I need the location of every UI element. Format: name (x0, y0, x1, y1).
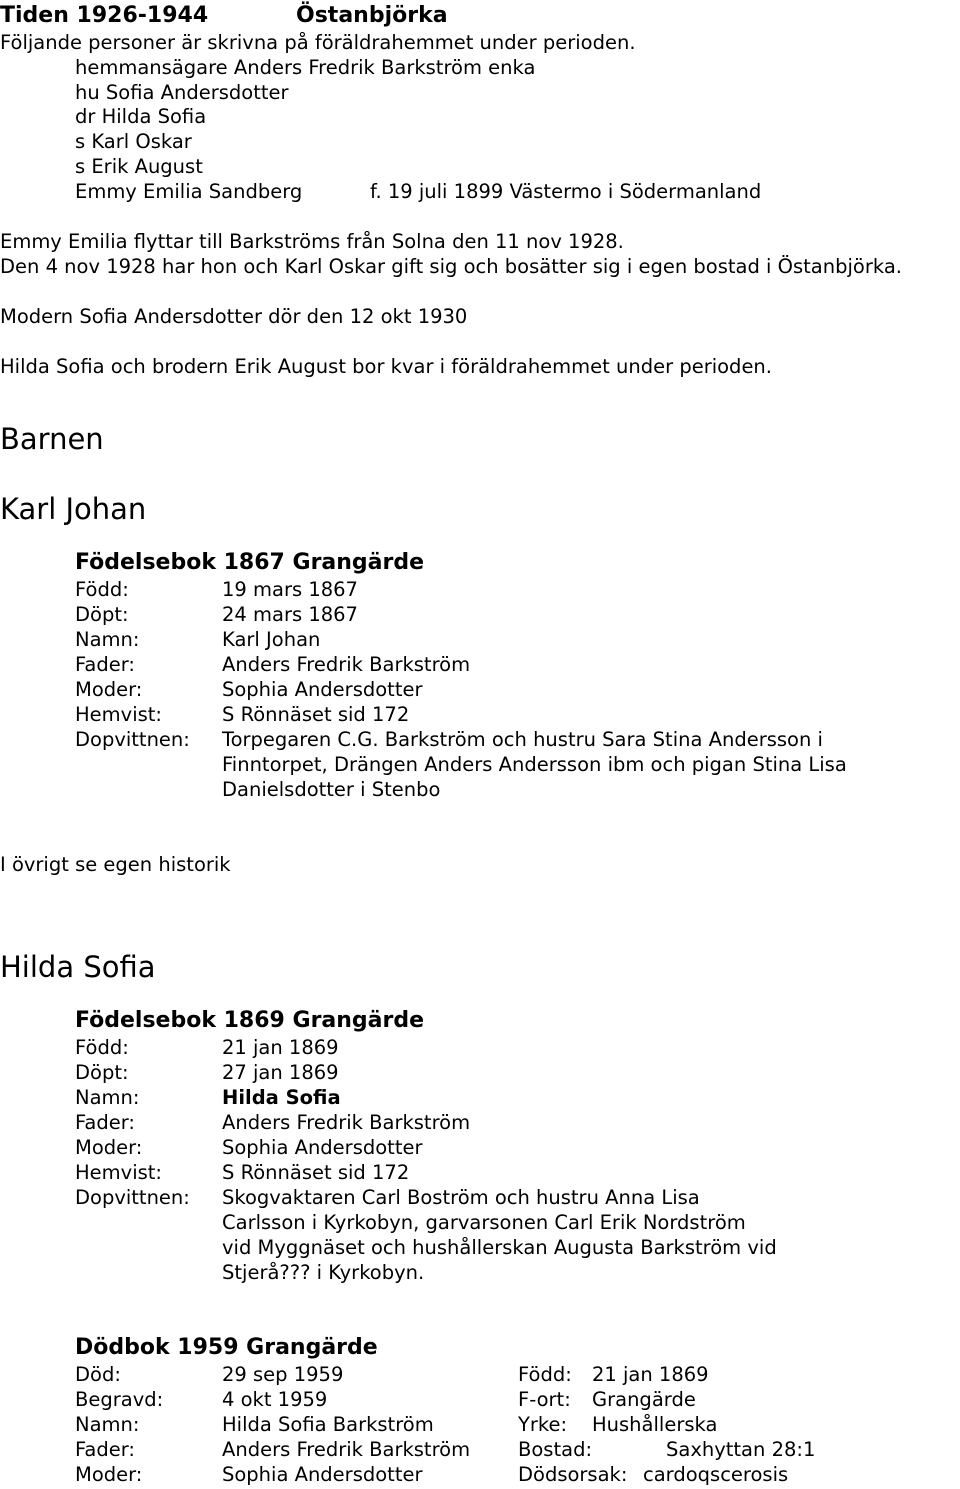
death-label: Moder: (75, 1463, 143, 1486)
person-list-item: hu Sofia Andersdotter (75, 81, 289, 104)
death-value: 4 okt 1959 (222, 1388, 328, 1411)
death-label: Född: (518, 1363, 572, 1386)
record-label: Född: (75, 578, 129, 601)
child-name-heading: Hilda Sofia (0, 950, 156, 984)
person-list-item: s Karl Oskar (75, 130, 192, 153)
death-label: Fader: (75, 1438, 135, 1461)
death-label: Namn: (75, 1413, 140, 1436)
godparents-line: Danielsdotter i Stenbo (222, 778, 441, 801)
record-label: Namn: (75, 628, 140, 651)
godparents-line: Stjerå??? i Kyrkobyn. (222, 1261, 425, 1284)
death-value: cardoqscerosis (643, 1463, 789, 1486)
record-label: Fader: (75, 653, 135, 676)
record-label: Fader: (75, 1111, 135, 1134)
record-label: Hemvist: (75, 703, 162, 726)
intro-text: Följande personer är skrivna på föräldrahemmet under perioden. (0, 31, 636, 54)
record-label: Hemvist: (75, 1161, 162, 1184)
death-value: Grangärde (592, 1388, 696, 1411)
history-note: I övrigt se egen historik (0, 853, 231, 876)
record-value: Sophia Andersdotter (222, 678, 423, 701)
event-line: Emmy Emilia flyttar till Barkströms från Solna den 11 nov 1928. (0, 230, 624, 253)
record-value: S Rönnäset sid 172 (222, 703, 410, 726)
record-label: Döpt: (75, 1061, 129, 1084)
death-value: Hushållerska (592, 1413, 718, 1436)
emmy-birth-note: f. 19 juli 1899 Västermo i Södermanland (370, 180, 762, 203)
record-label: Född: (75, 1036, 129, 1059)
record-value: Anders Fredrik Barkström (222, 653, 471, 676)
death-value: 29 sep 1959 (222, 1363, 344, 1386)
record-value: 21 jan 1869 (222, 1036, 339, 1059)
death-label: Dödsorsak: (518, 1463, 628, 1486)
child-name-heading: Karl Johan (0, 492, 147, 526)
record-value: 19 mars 1867 (222, 578, 358, 601)
record-label: Döpt: (75, 603, 129, 626)
death-value: Saxhyttan 28:1 (666, 1438, 816, 1461)
record-label: Moder: (75, 1136, 143, 1159)
record-value: Sophia Andersdotter (222, 1136, 423, 1159)
record-value: Anders Fredrik Barkström (222, 1111, 471, 1134)
record-value: 24 mars 1867 (222, 603, 358, 626)
record-label: Dopvittnen: (75, 728, 190, 751)
record-label: Namn: (75, 1086, 140, 1109)
godparents-line: Skogvaktaren Carl Boström och hustru Anna Lisa (222, 1186, 700, 1209)
record-value: S Rönnäset sid 172 (222, 1161, 410, 1184)
event-line: Hilda Sofia och brodern Erik August bor kvar i föräldrahemmet under perioden. (0, 355, 772, 378)
record-title: Födelsebok 1869 Grangärde (75, 1008, 425, 1033)
death-label: Bostad: (518, 1438, 593, 1461)
death-value: 21 jan 1869 (592, 1363, 709, 1386)
death-label: Begravd: (75, 1388, 164, 1411)
death-value: Hilda Sofia Barkström (222, 1413, 434, 1436)
godparents-line: Torpegaren C.G. Barkström och hustru Sara Stina Andersson i (222, 728, 823, 751)
record-label: Moder: (75, 678, 143, 701)
death-value: Anders Fredrik Barkström (222, 1438, 471, 1461)
godparents-line: vid Myggnäset och hushållerskan Augusta Barkström vid (222, 1236, 777, 1259)
person-list-item: s Erik August (75, 155, 203, 178)
death-value: Sophia Andersdotter (222, 1463, 423, 1486)
barnen-heading: Barnen (0, 422, 104, 456)
event-line: Modern Sofia Andersdotter dör den 12 okt 1930 (0, 305, 468, 328)
godparents-line: Carlsson i Kyrkobyn, garvarsonen Carl Erik Nordström (222, 1211, 746, 1234)
event-line: Den 4 nov 1928 har hon och Karl Oskar gift sig och bosätter sig i egen bostad i Östanbjörka. (0, 255, 902, 278)
period-title: Tiden 1926-1944 (0, 3, 209, 28)
person-list-item: hemmansägare Anders Fredrik Barkström enka (75, 56, 536, 79)
record-title: Födelsebok 1867 Grangärde (75, 550, 425, 575)
person-list-item: dr Hilda Sofia (75, 105, 207, 128)
place-title: Östanbjörka (296, 3, 448, 28)
record-value: Karl Johan (222, 628, 321, 651)
record-label: Dopvittnen: (75, 1186, 190, 1209)
death-label: F-ort: (518, 1388, 571, 1411)
record-value: Hilda Sofia (222, 1086, 341, 1109)
godparents-line: Finntorpet, Drängen Anders Andersson ibm och pigan Stina Lisa (222, 753, 847, 776)
death-label: Död: (75, 1363, 121, 1386)
record-value: 27 jan 1869 (222, 1061, 339, 1084)
person-list-item: Emmy Emilia Sandberg (75, 180, 303, 203)
death-record-title: Dödbok 1959 Grangärde (75, 1335, 378, 1360)
death-label: Yrke: (518, 1413, 568, 1436)
